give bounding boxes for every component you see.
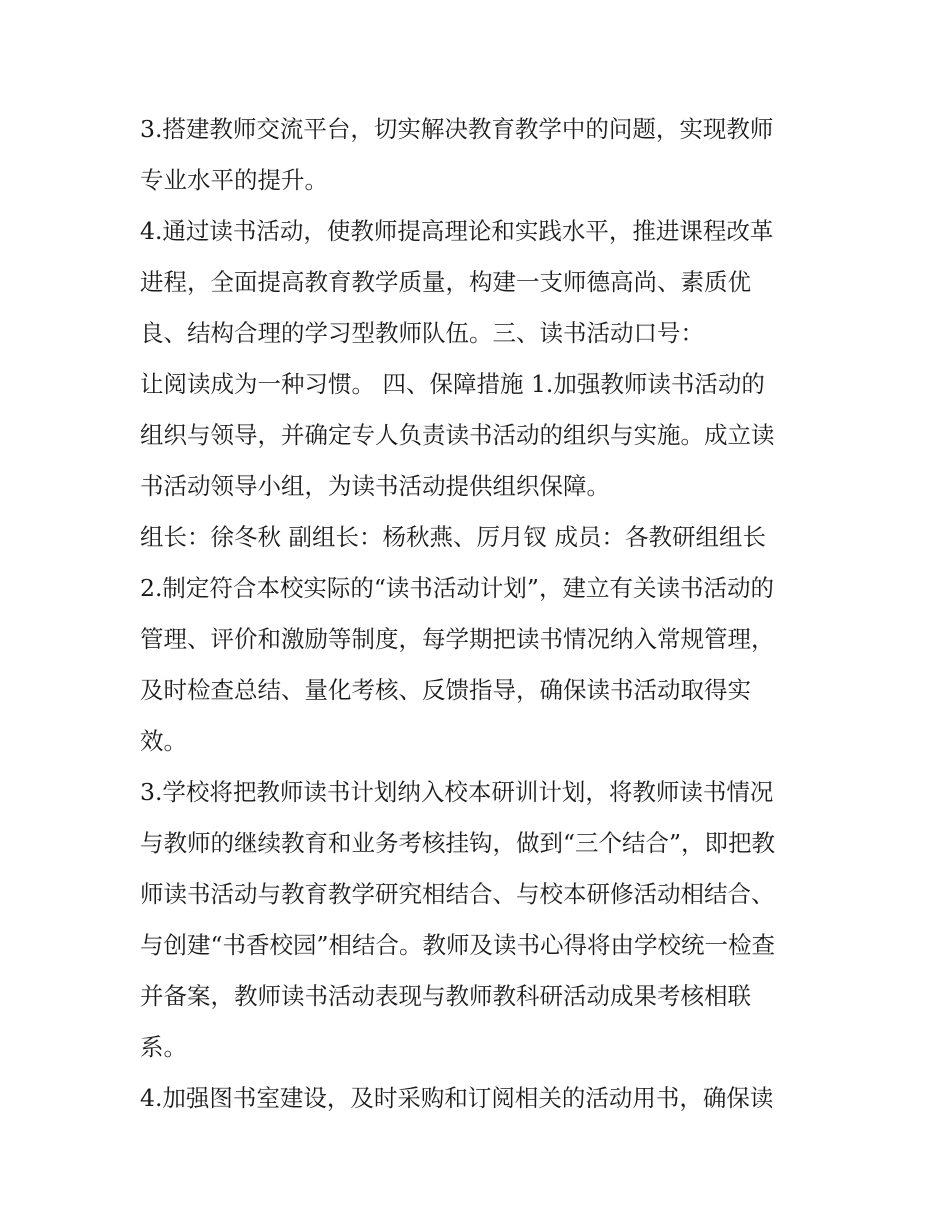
text-line: 并备案，教师读书活动表现与教师教科研活动成果考核相联 [140, 982, 751, 1010]
body-text [140, 104, 820, 1124]
text-line: 组长：徐冬秋 副组长：杨秋燕、厉月钗 成员：各教研组组长 [140, 523, 766, 551]
text-line: 2.制定符合本校实际的“读书活动计划”，建立有关读书活动的 [140, 574, 774, 602]
text-line: 4.加强图书室建设，及时采购和订阅相关的活动用书，确保读 [140, 1084, 774, 1112]
text-line: 及时检查总结、量化考核、反馈指导，确保读书活动取得实 [140, 676, 751, 704]
text-line: 良、结构合理的学习型教师队伍。三、读书活动口号： [140, 319, 704, 347]
text-line: 与创建“书香校园”相结合。教师及读书心得将由学校统一检查 [140, 931, 776, 959]
text-line: 师读书活动与教育教学研究相结合、与校本研修活动相结合、 [140, 880, 775, 908]
text-line: 组织与领导，并确定专人负责读书活动的组织与实施。成立读 [140, 421, 775, 449]
text-line: 4.通过读书活动，使教师提高理论和实践水平，推进课程改革 [140, 217, 774, 245]
text-line: 系。 [140, 1033, 187, 1061]
text-line: 效。 [140, 727, 187, 755]
text-line: 与教师的继续教育和业务考核挂钩，做到“三个结合”，即把教 [140, 829, 776, 857]
text-line: 管理、评价和激励等制度，每学期把读书情况纳入常规管理， [140, 625, 775, 653]
text-line: 专业水平的提升。 [140, 166, 328, 194]
text-line: 进程，全面提高教育教学质量，构建一支师德高尚、素质优 [140, 268, 751, 296]
text-line: 让阅读成为一种习惯。 四、保障措施 1.加强教师读书活动的 [140, 370, 765, 398]
text-line: 3.学校将把教师读书计划纳入校本研训计划，将教师读书情况 [140, 778, 774, 806]
text-line: 书活动领导小组，为读书活动提供组织保障。 [140, 472, 610, 500]
text-line: 3.搭建教师交流平台，切实解决教育教学中的问题，实现教师 [140, 115, 774, 143]
